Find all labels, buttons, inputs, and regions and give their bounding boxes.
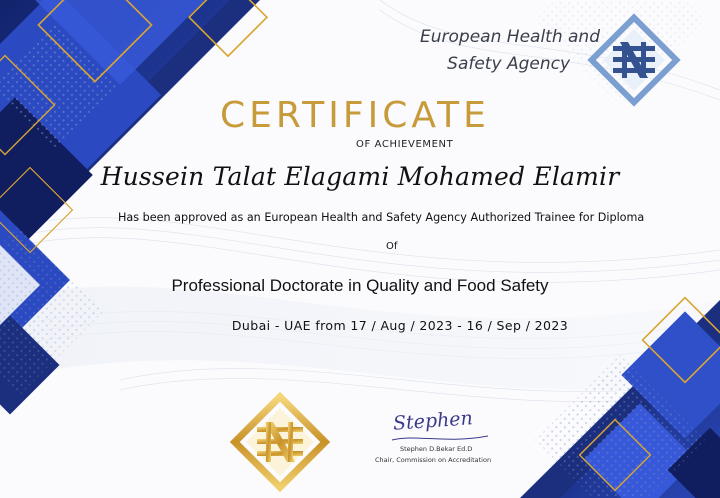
signature-flourish	[390, 432, 490, 444]
certificate-title: CERTIFICATE	[220, 95, 490, 136]
signatory-name: Stephen D.Bekar Ed.D	[400, 445, 473, 453]
gold-seal-icon	[228, 390, 332, 494]
signature-script: Stephen	[392, 407, 474, 435]
certificate-subtitle: OF ACHIEVEMENT	[356, 139, 454, 150]
signatory-title: Chair, Commission on Accreditation	[375, 456, 492, 464]
recipient-name: Hussein Talat Elagami Mohamed Elamir	[100, 162, 620, 191]
approval-statement: Has been approved as an European Health and Safety Agency Authorized Trainee for Diploma	[118, 211, 645, 224]
of-label: Of	[386, 241, 398, 252]
program-title: Professional Doctorate in Quality and Food Safety	[171, 276, 549, 295]
agency-logo-icon	[586, 12, 682, 108]
agency-name-line2: Safety Agency	[447, 54, 570, 74]
course-dates: Dubai - UAE from 17 / Aug / 2023 - 16 / Sep / 2023	[231, 318, 569, 333]
agency-name-line1: European Health and	[420, 27, 600, 47]
